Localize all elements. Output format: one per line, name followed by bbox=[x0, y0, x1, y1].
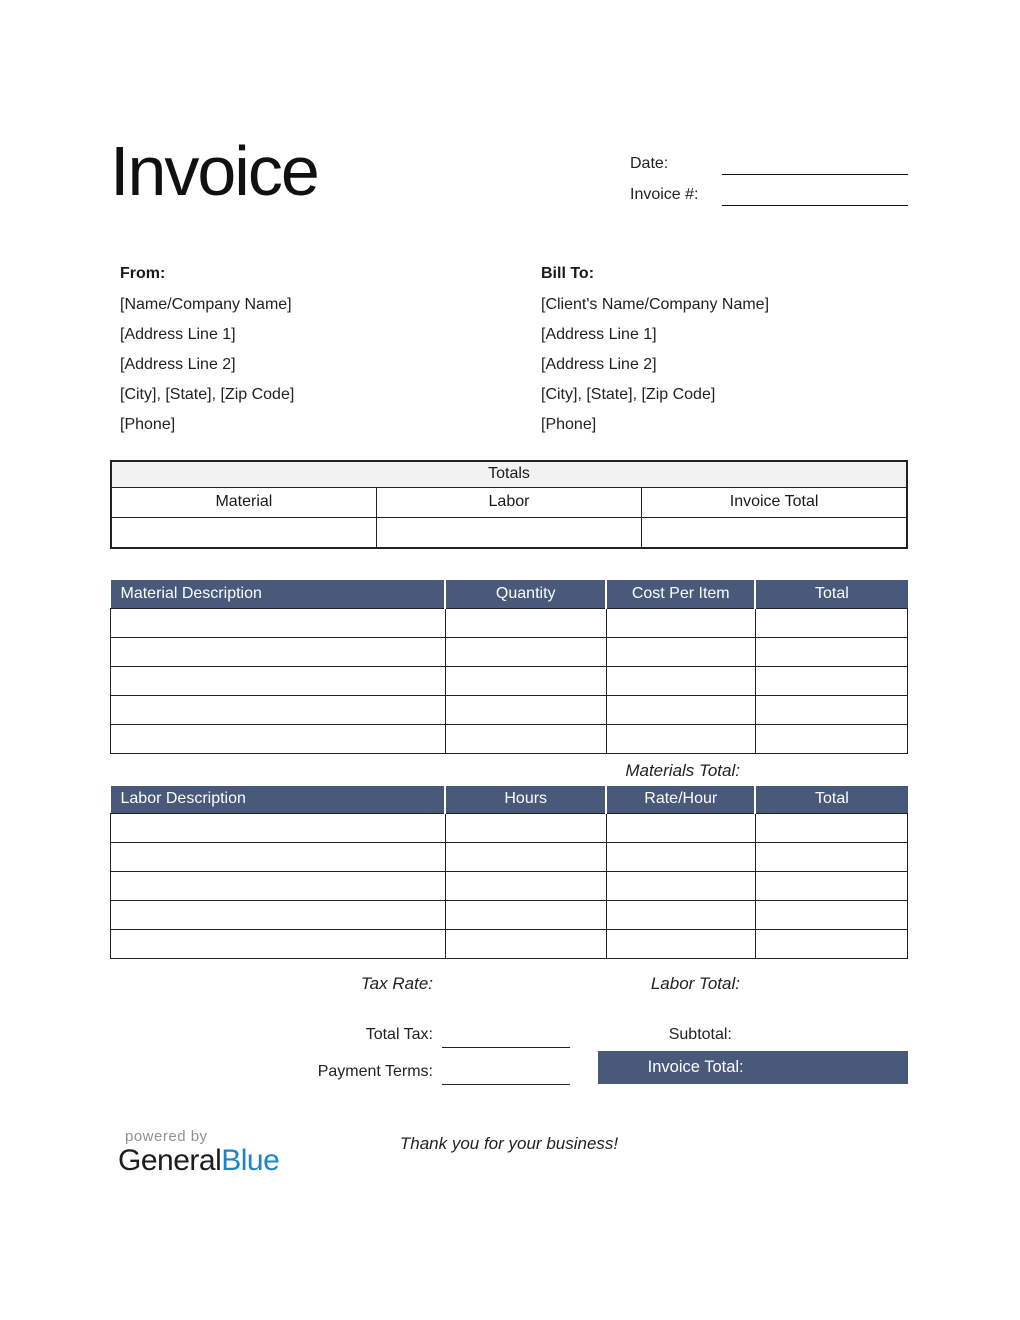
materials-table-section bbox=[110, 580, 908, 779]
table-row bbox=[111, 666, 908, 695]
materials-col-description: Material Description bbox=[111, 580, 446, 608]
bill-to-phone: [Phone] bbox=[541, 416, 597, 433]
empty-cell[interactable] bbox=[111, 901, 446, 930]
empty-cell[interactable] bbox=[445, 843, 606, 872]
totals-invoice-total-value[interactable] bbox=[642, 517, 907, 548]
empty-cell[interactable] bbox=[445, 695, 606, 724]
totals-table bbox=[110, 460, 908, 549]
table-row bbox=[111, 637, 908, 666]
empty-cell[interactable] bbox=[606, 608, 755, 637]
empty-cell[interactable] bbox=[606, 666, 755, 695]
labor-col-rate-hour: Rate/Hour bbox=[606, 786, 755, 814]
empty-cell[interactable] bbox=[606, 814, 755, 843]
labor-col-description: Labor Description bbox=[111, 786, 446, 814]
empty-cell[interactable] bbox=[111, 930, 446, 959]
brand-general-text: General bbox=[118, 1144, 222, 1177]
invoice-number-label: Invoice #: bbox=[630, 186, 699, 203]
from-city-state-zip: [City], [State], [Zip Code] bbox=[120, 386, 295, 403]
summary-section bbox=[110, 1024, 908, 1098]
empty-cell[interactable] bbox=[111, 608, 446, 637]
materials-table-body bbox=[111, 608, 908, 753]
thank-you-message: Thank you for your business! bbox=[399, 1134, 619, 1153]
empty-cell[interactable] bbox=[111, 843, 446, 872]
page-title: Invoice bbox=[110, 132, 318, 210]
invoice-total-label: Invoice Total: bbox=[647, 1058, 744, 1076]
empty-cell[interactable] bbox=[445, 666, 606, 695]
from-heading: From: bbox=[120, 265, 166, 282]
summary-left-column bbox=[110, 1024, 570, 1098]
bill-to-address-1: [Address Line 1] bbox=[541, 326, 657, 343]
empty-cell[interactable] bbox=[445, 872, 606, 901]
labor-total-label: Labor Total: bbox=[650, 974, 740, 993]
empty-cell[interactable] bbox=[755, 872, 907, 901]
totals-material-value[interactable] bbox=[111, 517, 376, 548]
totals-table-title: Totals bbox=[111, 461, 907, 487]
empty-cell[interactable] bbox=[755, 724, 907, 753]
bill-to-heading: Bill To: bbox=[541, 265, 595, 282]
empty-cell[interactable] bbox=[606, 724, 755, 753]
date-field-row bbox=[630, 154, 908, 185]
empty-cell[interactable] bbox=[755, 901, 907, 930]
bill-to-name: [Client's Name/Company Name] bbox=[541, 296, 770, 313]
empty-cell[interactable] bbox=[755, 930, 907, 959]
payment-terms-input-line[interactable] bbox=[442, 1061, 570, 1085]
totals-col-material: Material bbox=[111, 487, 376, 517]
invoice-number-input-line[interactable] bbox=[722, 185, 908, 206]
materials-total-label: Materials Total: bbox=[625, 760, 740, 780]
materials-col-total: Total bbox=[755, 580, 907, 608]
footer bbox=[110, 1128, 908, 1188]
invoice-total-bar bbox=[598, 1051, 908, 1084]
from-address-1: [Address Line 1] bbox=[120, 326, 236, 343]
empty-cell[interactable] bbox=[606, 901, 755, 930]
total-tax-row bbox=[110, 1024, 570, 1061]
bill-to-city-state-zip: [City], [State], [Zip Code] bbox=[541, 386, 716, 403]
empty-cell[interactable] bbox=[606, 872, 755, 901]
totals-table-section bbox=[110, 460, 908, 549]
brand-blue-text: Blue bbox=[221, 1144, 280, 1177]
empty-cell[interactable] bbox=[111, 695, 446, 724]
total-tax-label: Total Tax: bbox=[365, 1026, 433, 1043]
tax-labor-total-line bbox=[110, 974, 908, 994]
empty-cell[interactable] bbox=[111, 666, 446, 695]
payment-terms-row bbox=[110, 1061, 570, 1098]
parties-section bbox=[110, 260, 908, 440]
materials-table bbox=[110, 580, 908, 754]
summary-right-column bbox=[598, 1024, 908, 1098]
from-block bbox=[120, 260, 541, 440]
materials-total-line bbox=[110, 761, 908, 779]
header-fields bbox=[630, 154, 908, 216]
table-row bbox=[111, 901, 908, 930]
empty-cell[interactable] bbox=[445, 814, 606, 843]
labor-col-total: Total bbox=[755, 786, 907, 814]
table-row bbox=[111, 695, 908, 724]
empty-cell[interactable] bbox=[755, 843, 907, 872]
table-row bbox=[111, 814, 908, 843]
subtotal-label: Subtotal: bbox=[668, 1026, 732, 1043]
labor-col-hours: Hours bbox=[445, 786, 606, 814]
totals-col-labor: Labor bbox=[376, 487, 641, 517]
empty-cell[interactable] bbox=[111, 724, 446, 753]
header bbox=[110, 132, 908, 216]
payment-terms-label: Payment Terms: bbox=[317, 1063, 433, 1080]
table-row bbox=[111, 843, 908, 872]
table-row bbox=[111, 872, 908, 901]
bill-to-block bbox=[541, 260, 908, 440]
totals-labor-value[interactable] bbox=[376, 517, 641, 548]
invoice-number-field-row bbox=[630, 185, 908, 216]
totals-col-invoice-total: Invoice Total bbox=[642, 487, 907, 517]
table-row bbox=[111, 724, 908, 753]
subtotal-row bbox=[598, 1024, 908, 1051]
powered-by-text: powered by bbox=[125, 1128, 208, 1145]
empty-cell[interactable] bbox=[445, 608, 606, 637]
empty-cell[interactable] bbox=[755, 666, 907, 695]
date-label: Date: bbox=[630, 155, 669, 172]
from-phone: [Phone] bbox=[120, 416, 176, 433]
from-address-2: [Address Line 2] bbox=[120, 356, 236, 373]
labor-table-body bbox=[111, 814, 908, 959]
total-tax-input-line[interactable] bbox=[442, 1024, 570, 1048]
empty-cell[interactable] bbox=[606, 637, 755, 666]
labor-table-section bbox=[110, 786, 908, 995]
date-input-line[interactable] bbox=[722, 154, 908, 175]
labor-table bbox=[110, 786, 908, 960]
empty-cell[interactable] bbox=[755, 695, 907, 724]
empty-cell[interactable] bbox=[755, 637, 907, 666]
tax-rate-label: Tax Rate: bbox=[360, 974, 433, 993]
empty-cell[interactable] bbox=[111, 814, 446, 843]
empty-cell[interactable] bbox=[445, 637, 606, 666]
empty-cell[interactable] bbox=[606, 930, 755, 959]
empty-cell[interactable] bbox=[445, 724, 606, 753]
empty-cell[interactable] bbox=[606, 843, 755, 872]
empty-cell[interactable] bbox=[111, 637, 446, 666]
materials-col-quantity: Quantity bbox=[445, 580, 606, 608]
empty-cell[interactable] bbox=[111, 872, 446, 901]
materials-col-cost-per-item: Cost Per Item bbox=[606, 580, 755, 608]
table-row bbox=[111, 608, 908, 637]
empty-cell[interactable] bbox=[755, 814, 907, 843]
bill-to-address-2: [Address Line 2] bbox=[541, 356, 657, 373]
empty-cell[interactable] bbox=[445, 901, 606, 930]
empty-cell[interactable] bbox=[755, 608, 907, 637]
table-row bbox=[111, 930, 908, 959]
empty-cell[interactable] bbox=[445, 930, 606, 959]
from-name: [Name/Company Name] bbox=[120, 296, 292, 313]
empty-cell[interactable] bbox=[606, 695, 755, 724]
